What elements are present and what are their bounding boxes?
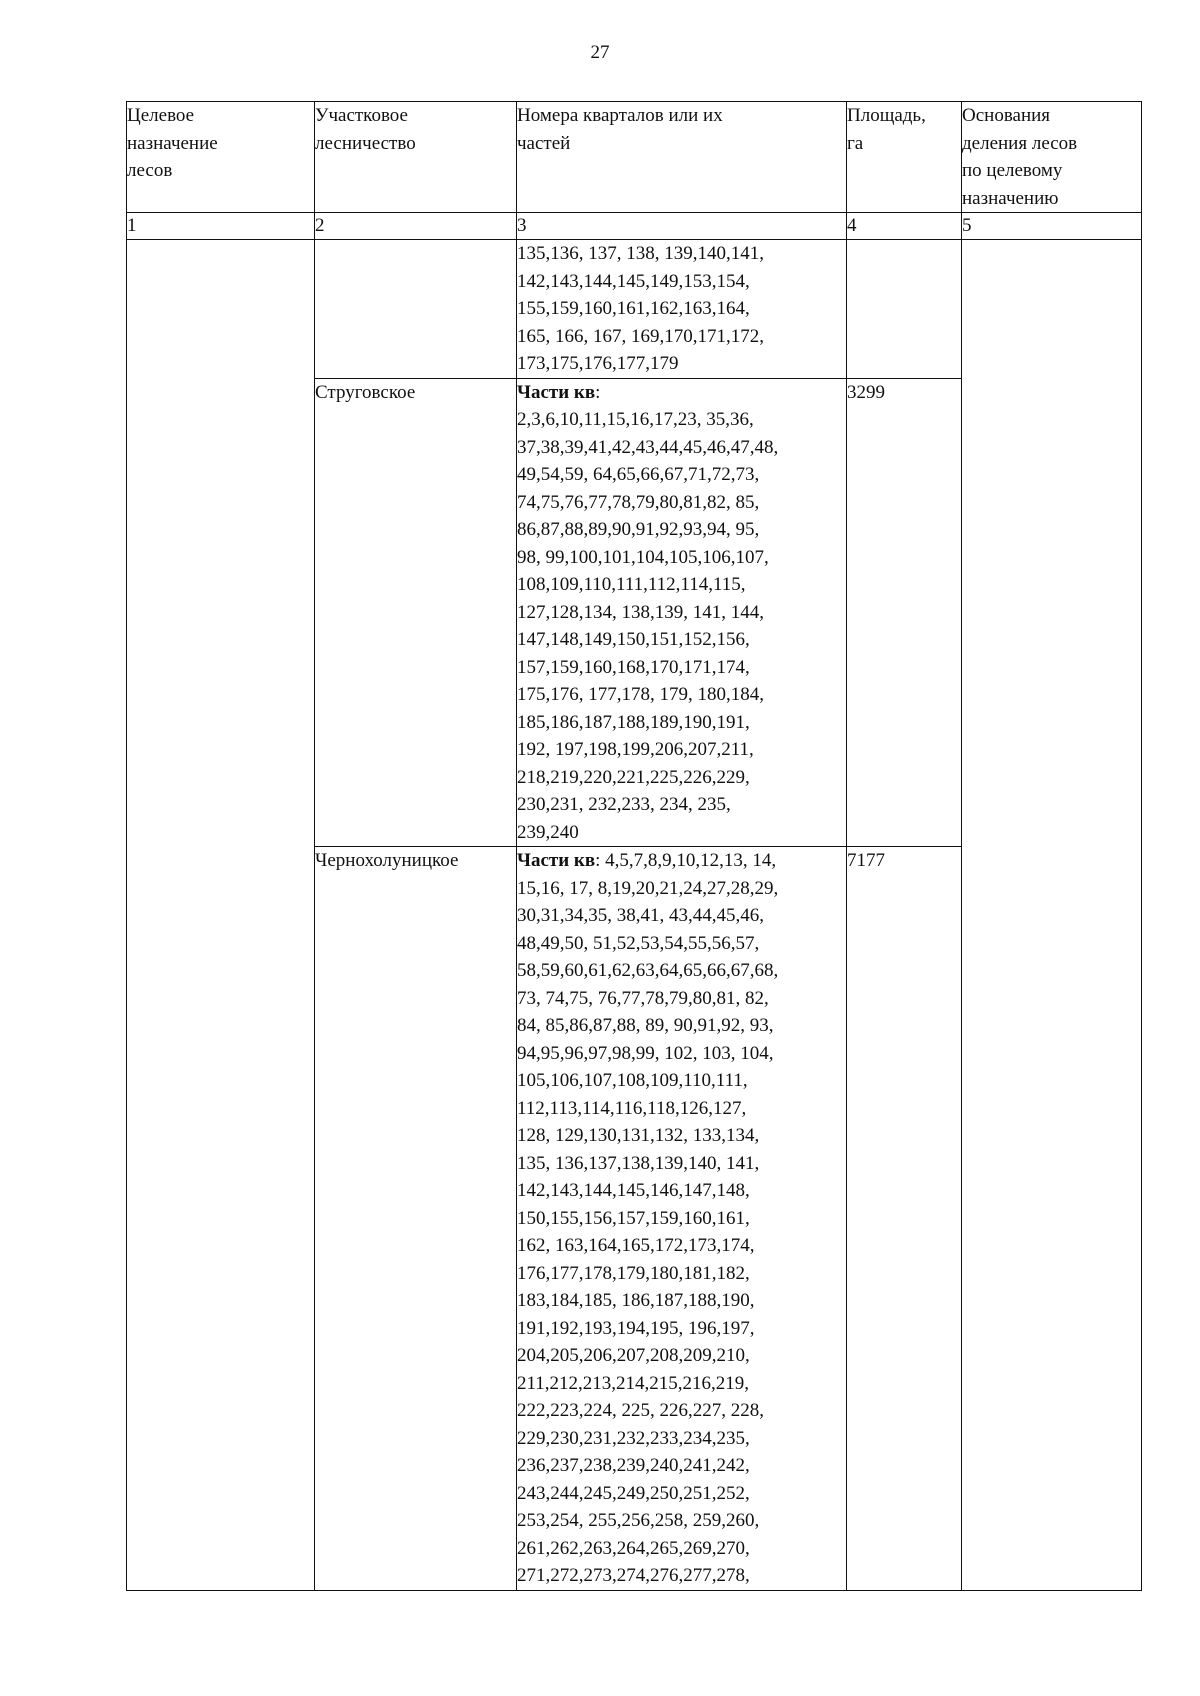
quarters-line: 98, 99,100,101,104,105,106,107, (517, 546, 769, 568)
forestry-name: Чернохолуницкое (315, 850, 459, 871)
quarters-line: 204,205,206,207,208,209,210, (517, 1345, 750, 1366)
quarters-line: 261,262,263,264,265,269,270, (517, 1537, 750, 1559)
header-cell-2 (315, 102, 517, 213)
column-number-row (127, 213, 1142, 240)
quarters-cell (517, 847, 847, 1591)
forestry-name: Струговское (315, 381, 416, 403)
quarters-line: 73, 74,75, 76,77,78,79,80,81, 82, (517, 987, 769, 1009)
quarters-line: 30,31,34,35, 38,41, 43,44,45,46, (517, 905, 764, 926)
quarters-line: 222,223,224, 225, 226,227, 228, (517, 1400, 764, 1421)
quarters-line: 58,59,60,61,62,63,64,65,66,67,68, (517, 960, 779, 981)
quarters-line: 150,155,156,157,159,160,161, (517, 1207, 750, 1229)
area-value: 3299 (847, 381, 885, 403)
header-line: га (847, 132, 864, 154)
header-cell-5 (962, 102, 1142, 213)
quarters-line: 192, 197,198,199,206,207,211, (517, 739, 754, 760)
quarters-line (517, 379, 846, 407)
quarters-line: 175,176, 177,178, 179, 180,184, (517, 684, 764, 705)
quarters-line: 185,186,187,188,189,190,191, (517, 711, 750, 733)
forest-purpose-table (126, 101, 1142, 1591)
quarters-line: 229,230,231,232,233,234,235, (517, 1427, 750, 1449)
quarters-line: 15,16, 17, 8,19,20,21,24,27,28,29, (517, 877, 779, 899)
quarters-line: 239,240 (517, 821, 579, 843)
quarters-line: 105,106,107,108,109,110,111, (517, 1070, 748, 1091)
header-line: деления лесов (962, 132, 1078, 154)
quarters-line: 157,159,160,168,170,171,174, (517, 656, 750, 678)
header-line: по целевому (962, 160, 1063, 181)
quarters-line: 48,49,50, 51,52,53,54,55,56,57, (517, 932, 760, 954)
quarters-line: 218,219,220,221,225,226,229, (517, 766, 750, 788)
header-line: Номера кварталов или их (517, 105, 723, 126)
quarters-line: 236,237,238,239,240,241,242, (517, 1455, 750, 1476)
quarters-line: 176,177,178,179,180,181,182, (517, 1262, 750, 1284)
quarters-first-line: : (595, 381, 601, 403)
header-cell-3 (517, 102, 847, 213)
area-cell (847, 378, 962, 847)
quarters-cell (517, 378, 847, 847)
quarters-line: 127,128,134, 138,139, 141, 144, (517, 601, 764, 623)
header-line: назначение (127, 132, 218, 154)
header-cell-4 (847, 102, 962, 213)
area-cell (847, 240, 962, 379)
quarters-line: 86,87,88,89,90,91,92,93,94, 95, (517, 519, 760, 540)
area-value: 7177 (847, 850, 885, 871)
quarters-line: 253,254, 255,256,258, 259,260, (517, 1510, 760, 1531)
quarters-line: 2,3,6,10,11,15,16,17,23, 35,36, (517, 409, 754, 430)
quarters-line: 243,244,245,249,250,251,252, (517, 1482, 750, 1504)
quarters-line: 155,159,160,161,162,163,164, (517, 298, 750, 319)
quarters-line: 112,113,114,116,118,126,127, (517, 1097, 747, 1119)
quarters-line (517, 847, 846, 875)
quarters-line: 142,143,144,145,146,147,148, (517, 1180, 750, 1201)
forestry-cell (315, 847, 517, 1591)
header-line: лесничество (315, 132, 416, 154)
quarters-line: 49,54,59, 64,65,66,67,71,72,73, (517, 464, 760, 485)
column-number-4: 4 (847, 213, 962, 240)
header-line: Основания (962, 105, 1051, 126)
quarters-cell (517, 240, 847, 379)
quarters-first-line: : 4,5,7,8,9,10,12,13, 14, (595, 850, 777, 871)
header-line: лесов (127, 160, 173, 181)
quarters-line: 142,143,144,145,149,153,154, (517, 270, 750, 292)
quarters-line: 37,38,39,41,42,43,44,45,46,47,48, (517, 436, 779, 458)
quarters-line: 211,212,213,214,215,216,219, (517, 1372, 750, 1394)
table-row (127, 240, 1142, 379)
basis-cell (962, 240, 1142, 1591)
quarters-line: 165, 166, 167, 169,170,171,172, (517, 325, 764, 347)
parts-label: Части кв (517, 381, 596, 403)
table-header-row (127, 102, 1142, 213)
column-number-5: 5 (962, 213, 1142, 240)
quarters-line: 173,175,176,177,179 (517, 353, 679, 374)
quarters-first-line: 135,136, 137, 138, 139,140,141, (517, 243, 764, 264)
parts-label: Части кв (517, 850, 596, 871)
quarters-line: 128, 129,130,131,132, 133,134, (517, 1125, 760, 1146)
quarters-line: 230,231, 232,233, 234, 235, (517, 794, 731, 815)
header-cell-1 (127, 102, 315, 213)
header-line: Участковое (315, 105, 408, 126)
quarters-line: 108,109,110,111,112,114,115, (517, 574, 746, 595)
quarters-line (517, 240, 846, 268)
column-number-1: 1 (127, 213, 315, 240)
purpose-cell (127, 240, 315, 1591)
quarters-line: 135, 136,137,138,139,140, 141, (517, 1152, 760, 1174)
quarters-line: 183,184,185, 186,187,188,190, (517, 1290, 755, 1311)
header-line: Площадь, (847, 105, 926, 126)
column-number-3: 3 (517, 213, 847, 240)
forestry-cell (315, 240, 517, 379)
header-line: частей (517, 132, 571, 154)
column-number-2: 2 (315, 213, 517, 240)
quarters-line: 84, 85,86,87,88, 89, 90,91,92, 93, (517, 1015, 774, 1036)
quarters-line: 271,272,273,274,276,277,278, (517, 1565, 750, 1586)
area-cell (847, 847, 962, 1591)
forestry-cell (315, 378, 517, 847)
header-line: назначению (962, 187, 1059, 209)
quarters-line: 162, 163,164,165,172,173,174, (517, 1235, 755, 1256)
quarters-line: 191,192,193,194,195, 196,197, (517, 1317, 755, 1339)
page-number: 27 (590, 42, 610, 63)
quarters-line: 74,75,76,77,78,79,80,81,82, 85, (517, 491, 760, 513)
quarters-line: 94,95,96,97,98,99, 102, 103, 104, (517, 1042, 774, 1064)
header-line: Целевое (127, 105, 195, 126)
quarters-line: 147,148,149,150,151,152,156, (517, 629, 750, 650)
